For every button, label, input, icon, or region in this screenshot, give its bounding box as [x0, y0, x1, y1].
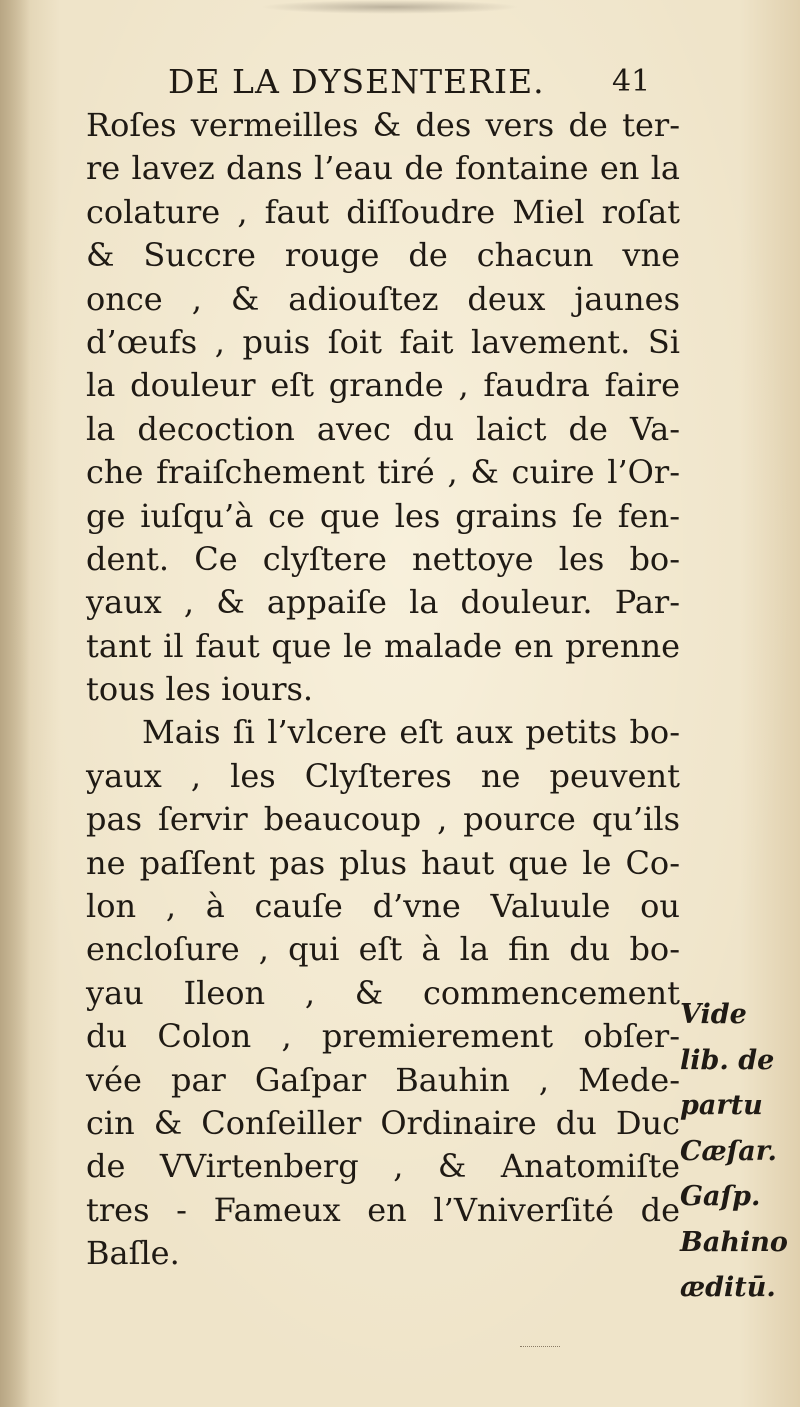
text-line: ge iuſqu’à ce que les grains ſe fen-	[86, 496, 680, 535]
marginal-note-line: Bahino	[680, 1226, 788, 1258]
text-line: yau Ileon , & commencement	[86, 973, 680, 1012]
text-line: & Succre rouge de chacun vne	[86, 236, 680, 275]
text-line: dent. Ce clyſtere nettoye les bo-	[86, 539, 680, 578]
page-gutter-shadow	[0, 0, 30, 1407]
page-stain	[260, 0, 520, 14]
marginal-note-line: Cæſar.	[680, 1135, 777, 1167]
running-head	[0, 60, 800, 104]
text-line: re lavez dans l’eau de fontaine en la	[86, 149, 680, 188]
text-line: tant il faut que le malade en prenne	[86, 626, 680, 665]
text-line: Baſle.	[86, 1234, 180, 1273]
text-line: pas ſervir beaucoup , pource qu’ils	[86, 800, 680, 839]
text-line: vée par Gaſpar Bauhin , Mede-	[86, 1060, 680, 1099]
text-line: once , & adiouſtez deux jaunes	[86, 279, 680, 318]
text-line: lon , à cauſe d’vne Valuule ou	[86, 887, 680, 926]
body-text	[86, 104, 680, 1276]
text-line: tres - Fameux en l’Vniverſité de	[86, 1190, 680, 1229]
text-line: de VVirtenberg , & Anatomiſte	[86, 1147, 680, 1186]
text-line: encloſure , qui eſt à la fin du bo-	[86, 930, 680, 969]
text-line: du Colon , premierement obſer-	[86, 1017, 680, 1056]
page-number: 41	[612, 64, 651, 99]
text-line: yaux , & appaiſe la douleur. Par-	[86, 583, 680, 622]
text-line: tous les iours.	[86, 670, 314, 709]
marginal-note-line: Vide	[680, 999, 747, 1030]
text-line: che fraiſchement tiré , & cuire l’Or-	[86, 453, 680, 492]
text-line: Roſes vermeilles & des vers de ter-	[86, 106, 680, 144]
text-line: d’œufs , puis ſoit fait lavement. Si	[86, 322, 680, 361]
text-line: yaux , les Clyſteres ne peuvent	[86, 756, 680, 795]
marginal-note-line: æditū.	[680, 1272, 776, 1303]
text-line: la douleur eſt grande , faudra faire	[86, 366, 680, 405]
ink-mark	[520, 1340, 560, 1347]
text-line: cin & Conſeiller Ordinaire du Duc	[86, 1103, 680, 1142]
paragraph-start-line: Mais ſi l’vlcere eſt aux petits bo-	[142, 713, 680, 752]
running-title: DE LA DYSENTERIE.	[168, 62, 545, 101]
text-line: ne paſſent pas plus haut que le Co-	[86, 843, 680, 882]
marginal-note-line: partu	[680, 1090, 763, 1121]
marginal-note-line: Gaſp.	[680, 1181, 761, 1212]
text-line: la decoction avec du laict de Va-	[86, 409, 680, 448]
marginal-note	[680, 992, 792, 1311]
text-line: colature , faut diſſoudre Miel roſat	[86, 192, 680, 231]
marginal-note-line: lib. de	[680, 1044, 775, 1076]
